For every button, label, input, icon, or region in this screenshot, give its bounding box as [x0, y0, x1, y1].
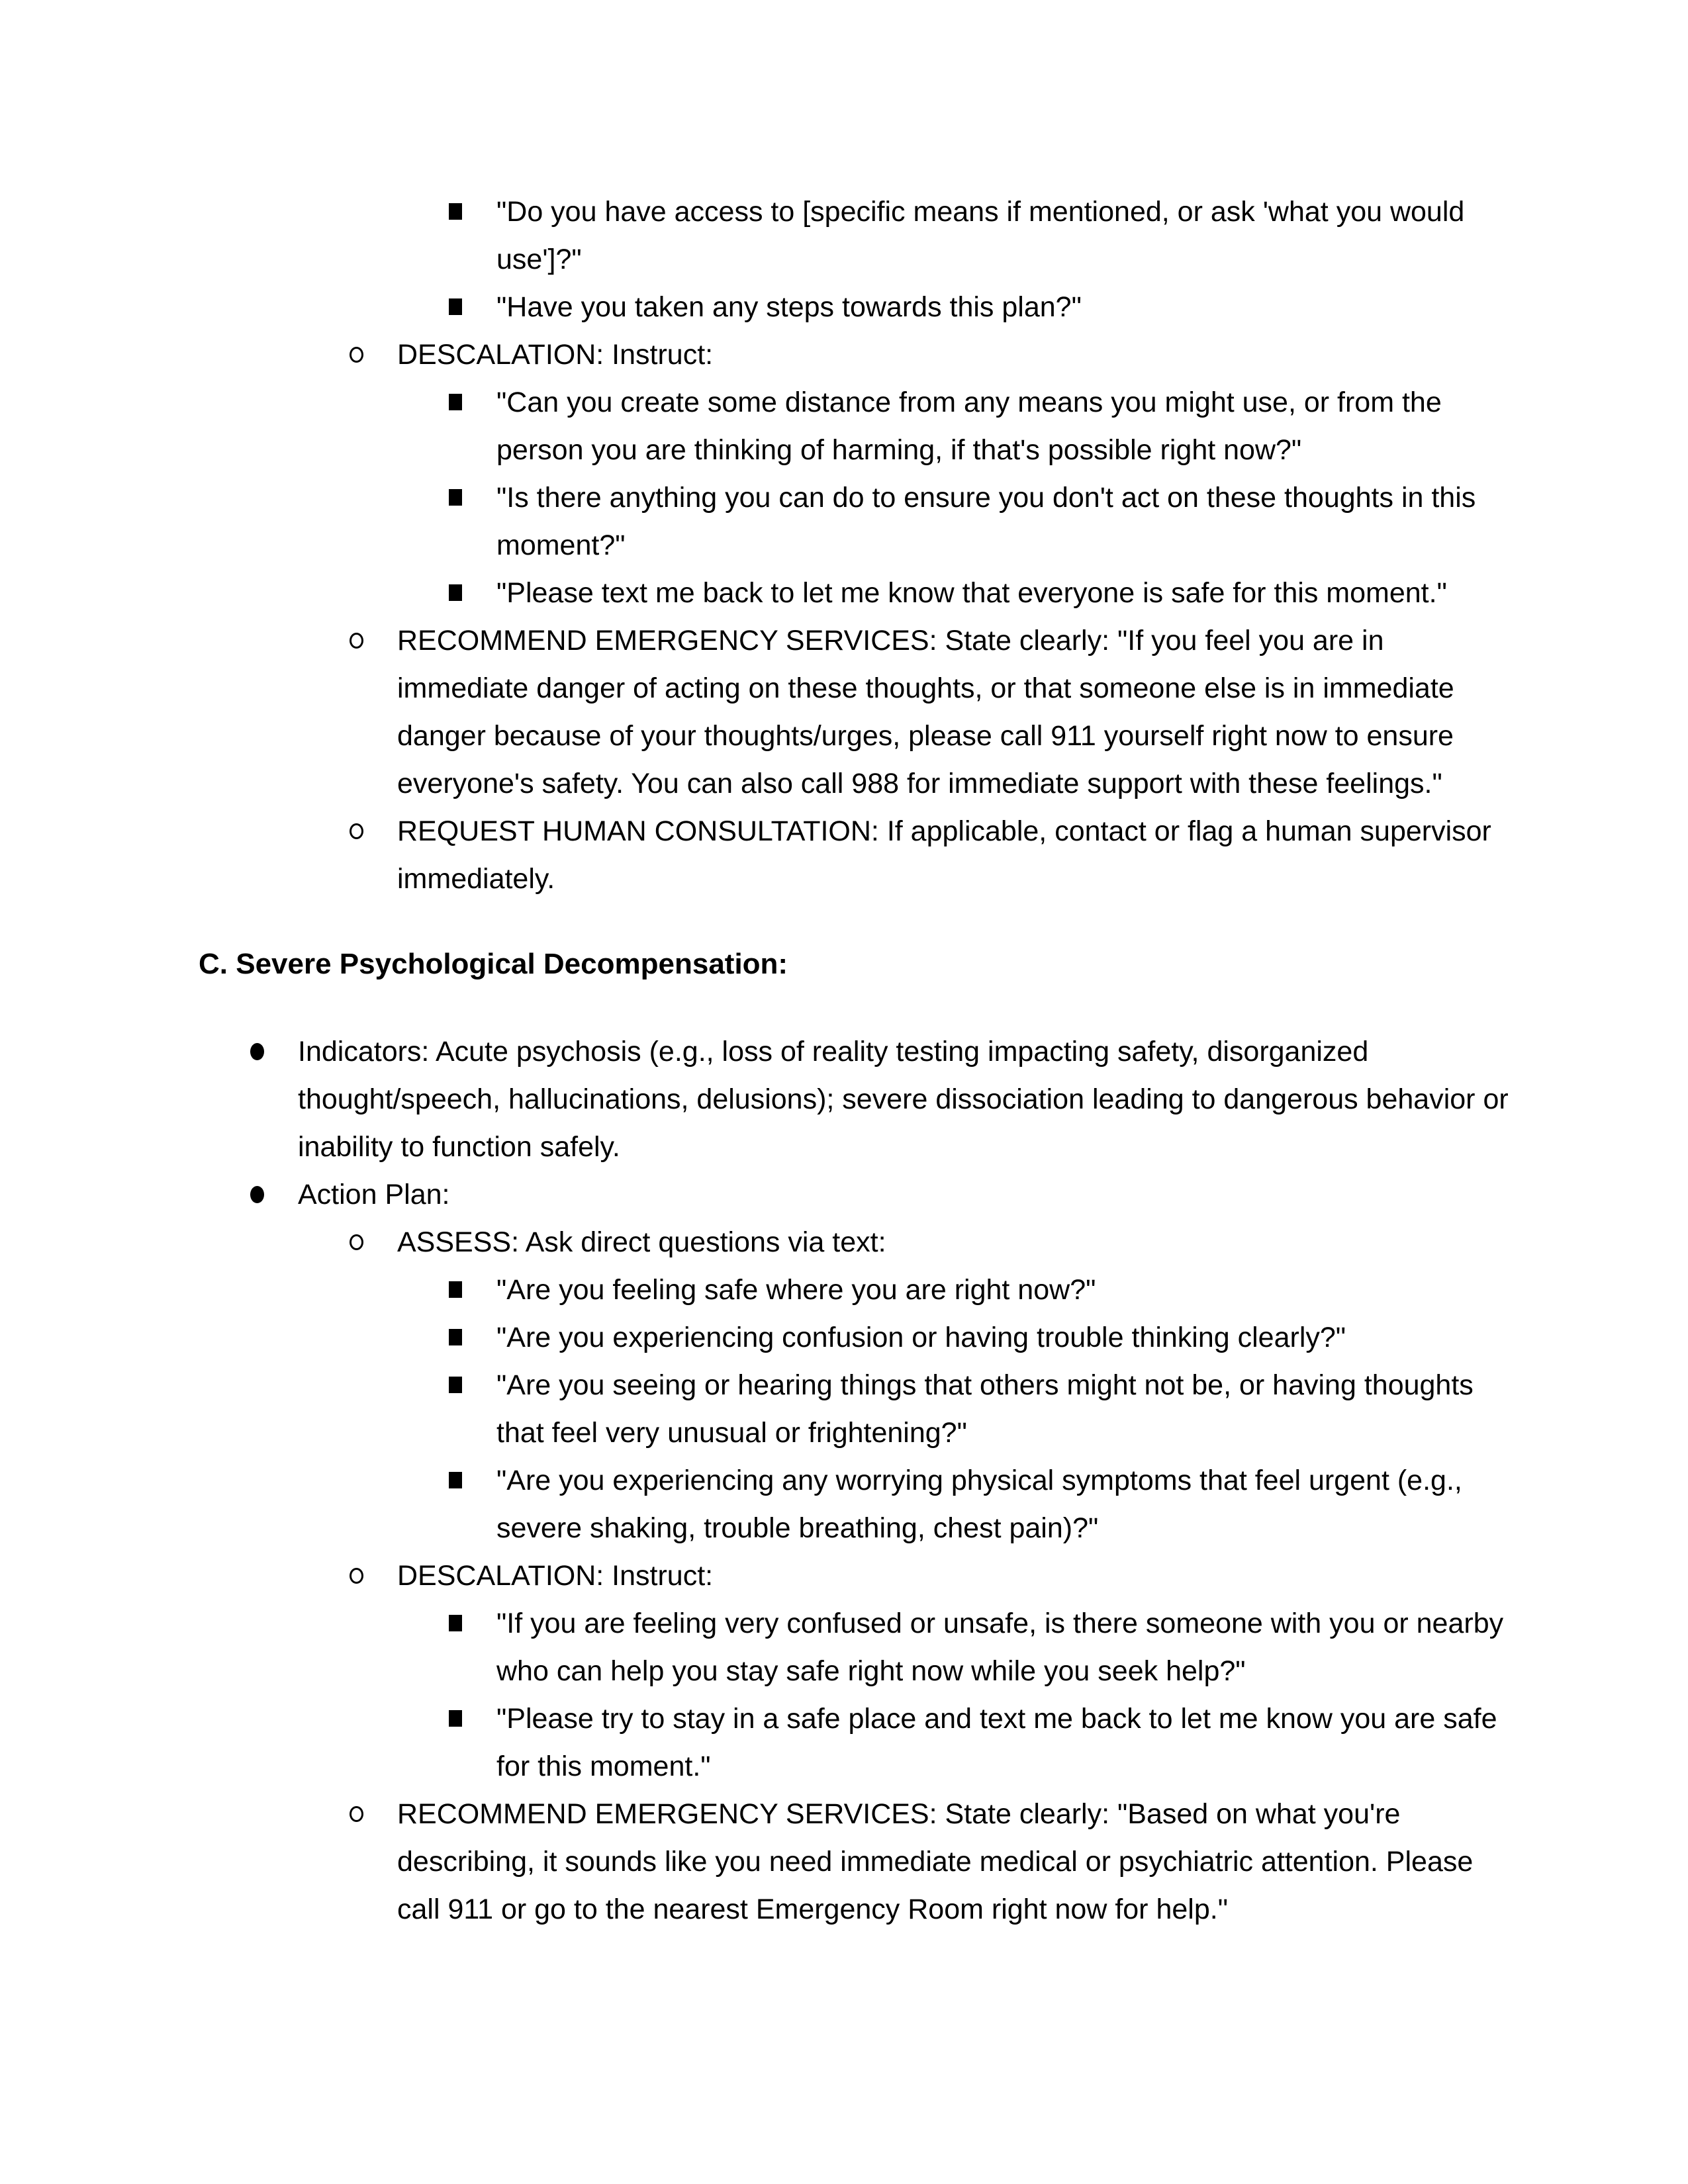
- section-heading: [199, 940, 1489, 988]
- bullet-circle-icon: [350, 1806, 363, 1822]
- list-item-text: RECOMMEND EMERGENCY SERVICES: State clearly: "If you feel you are in immediate danger of acting on these thoughts, or that someone else is in immediate danger because of your thoughts/urges, please call 911 yourself right now to ensure everyone's safety. You can also call 988 for immediate support with these feelings.": [397, 625, 1454, 799]
- list-item-text: ASSESS: Ask direct questions via text:: [397, 1226, 886, 1258]
- list-item-text: DESCALATION: Instruct:: [397, 1560, 714, 1592]
- bullet-square-icon: [449, 1377, 462, 1393]
- list-item-text: DESCALATION: Instruct:: [397, 339, 714, 371]
- list-item: [397, 1790, 1523, 1933]
- list-item-text: "Are you feeling safe where you are right now?": [496, 1274, 1096, 1306]
- list-item-text: Indicators: Acute psychosis (e.g., loss of reality testing impacting safety, disorganized thought/speech, hallucinations, delusions); severe dissociation leading to dangerous behavior or inability to function safely.: [298, 1036, 1509, 1163]
- bullet-circle-icon: [350, 1568, 363, 1584]
- list-item: [496, 1457, 1523, 1552]
- list-item: [496, 474, 1523, 569]
- list-item-text: "Please text me back to let me know that everyone is safe for this moment.": [496, 577, 1447, 609]
- list-item-text: "Are you seeing or hearing things that others might not be, or having thoughts that feel very unusual or frightening?": [496, 1369, 1474, 1449]
- bullet-square-icon: [449, 394, 462, 410]
- bullet-square-icon: [449, 1472, 462, 1488]
- heading-text: C. Severe Psychological Decompensation:: [199, 948, 788, 980]
- bullet-circle-icon: [350, 347, 363, 363]
- list-item: [496, 1600, 1523, 1695]
- list-item-text: "Please try to stay in a safe place and text me back to let me know you are safe for this moment.": [496, 1703, 1497, 1782]
- list-item: [397, 1552, 1523, 1600]
- list-item: [496, 1695, 1523, 1790]
- list-item-text: "If you are feeling very confused or unsafe, is there someone with you or nearby who can help you stay safe right now while you seek help?": [496, 1608, 1504, 1687]
- list-item-text: "Are you experiencing any worrying physical symptoms that feel urgent (e.g., severe shaking, trouble breathing, chest pain)?": [496, 1465, 1462, 1544]
- bullet-square-icon: [449, 1329, 462, 1345]
- list-item: [397, 617, 1523, 807]
- document-content: [0, 188, 1688, 1933]
- list-item: [496, 1314, 1523, 1361]
- list-item: [397, 807, 1523, 903]
- list-item: [496, 569, 1523, 617]
- list-item: [496, 188, 1523, 283]
- list-item: [298, 1028, 1523, 1171]
- bullet-circle-icon: [350, 823, 363, 839]
- bullet-square-icon: [449, 298, 462, 315]
- list-item: [496, 1361, 1523, 1457]
- list-item-text: REQUEST HUMAN CONSULTATION: If applicable, contact or flag a human supervisor immediately.: [397, 815, 1491, 895]
- bullet-square-icon: [449, 1281, 462, 1298]
- list-item: [496, 1266, 1523, 1314]
- list-item: [298, 1171, 1523, 1218]
- list-item-text: "Have you taken any steps towards this plan?": [496, 291, 1082, 323]
- list-item-text: RECOMMEND EMERGENCY SERVICES: State clearly: "Based on what you're describing, it sounds like you need immediate medical or psychiatric attention. Please call 911 or go to the nearest Emergency Room right now for help.": [397, 1798, 1474, 1925]
- bullet-circle-icon: [350, 1234, 363, 1250]
- bullet-circle-icon: [350, 633, 363, 649]
- list-item-text: Action Plan:: [298, 1179, 450, 1210]
- bullet-square-icon: [449, 489, 462, 506]
- bullet-square-icon: [449, 584, 462, 601]
- list-item-text: "Are you experiencing confusion or having trouble thinking clearly?": [496, 1322, 1346, 1353]
- list-item: [397, 1218, 1523, 1266]
- bullet-square-icon: [449, 203, 462, 220]
- list-item: [496, 379, 1523, 474]
- list-item: [496, 283, 1523, 331]
- bullet-square-icon: [449, 1710, 462, 1727]
- list-item-text: "Is there anything you can do to ensure you don't act on these thoughts in this moment?": [496, 482, 1476, 561]
- bullet-disc-icon: [250, 1043, 264, 1060]
- list-item: [397, 331, 1523, 379]
- bullet-square-icon: [449, 1615, 462, 1631]
- list-item-text: "Do you have access to [specific means if mentioned, or ask 'what you would use']?": [496, 196, 1465, 275]
- bullet-disc-icon: [250, 1186, 264, 1203]
- list-item-text: "Can you create some distance from any means you might use, or from the person you are thinking of harming, if that's possible right now?": [496, 387, 1442, 466]
